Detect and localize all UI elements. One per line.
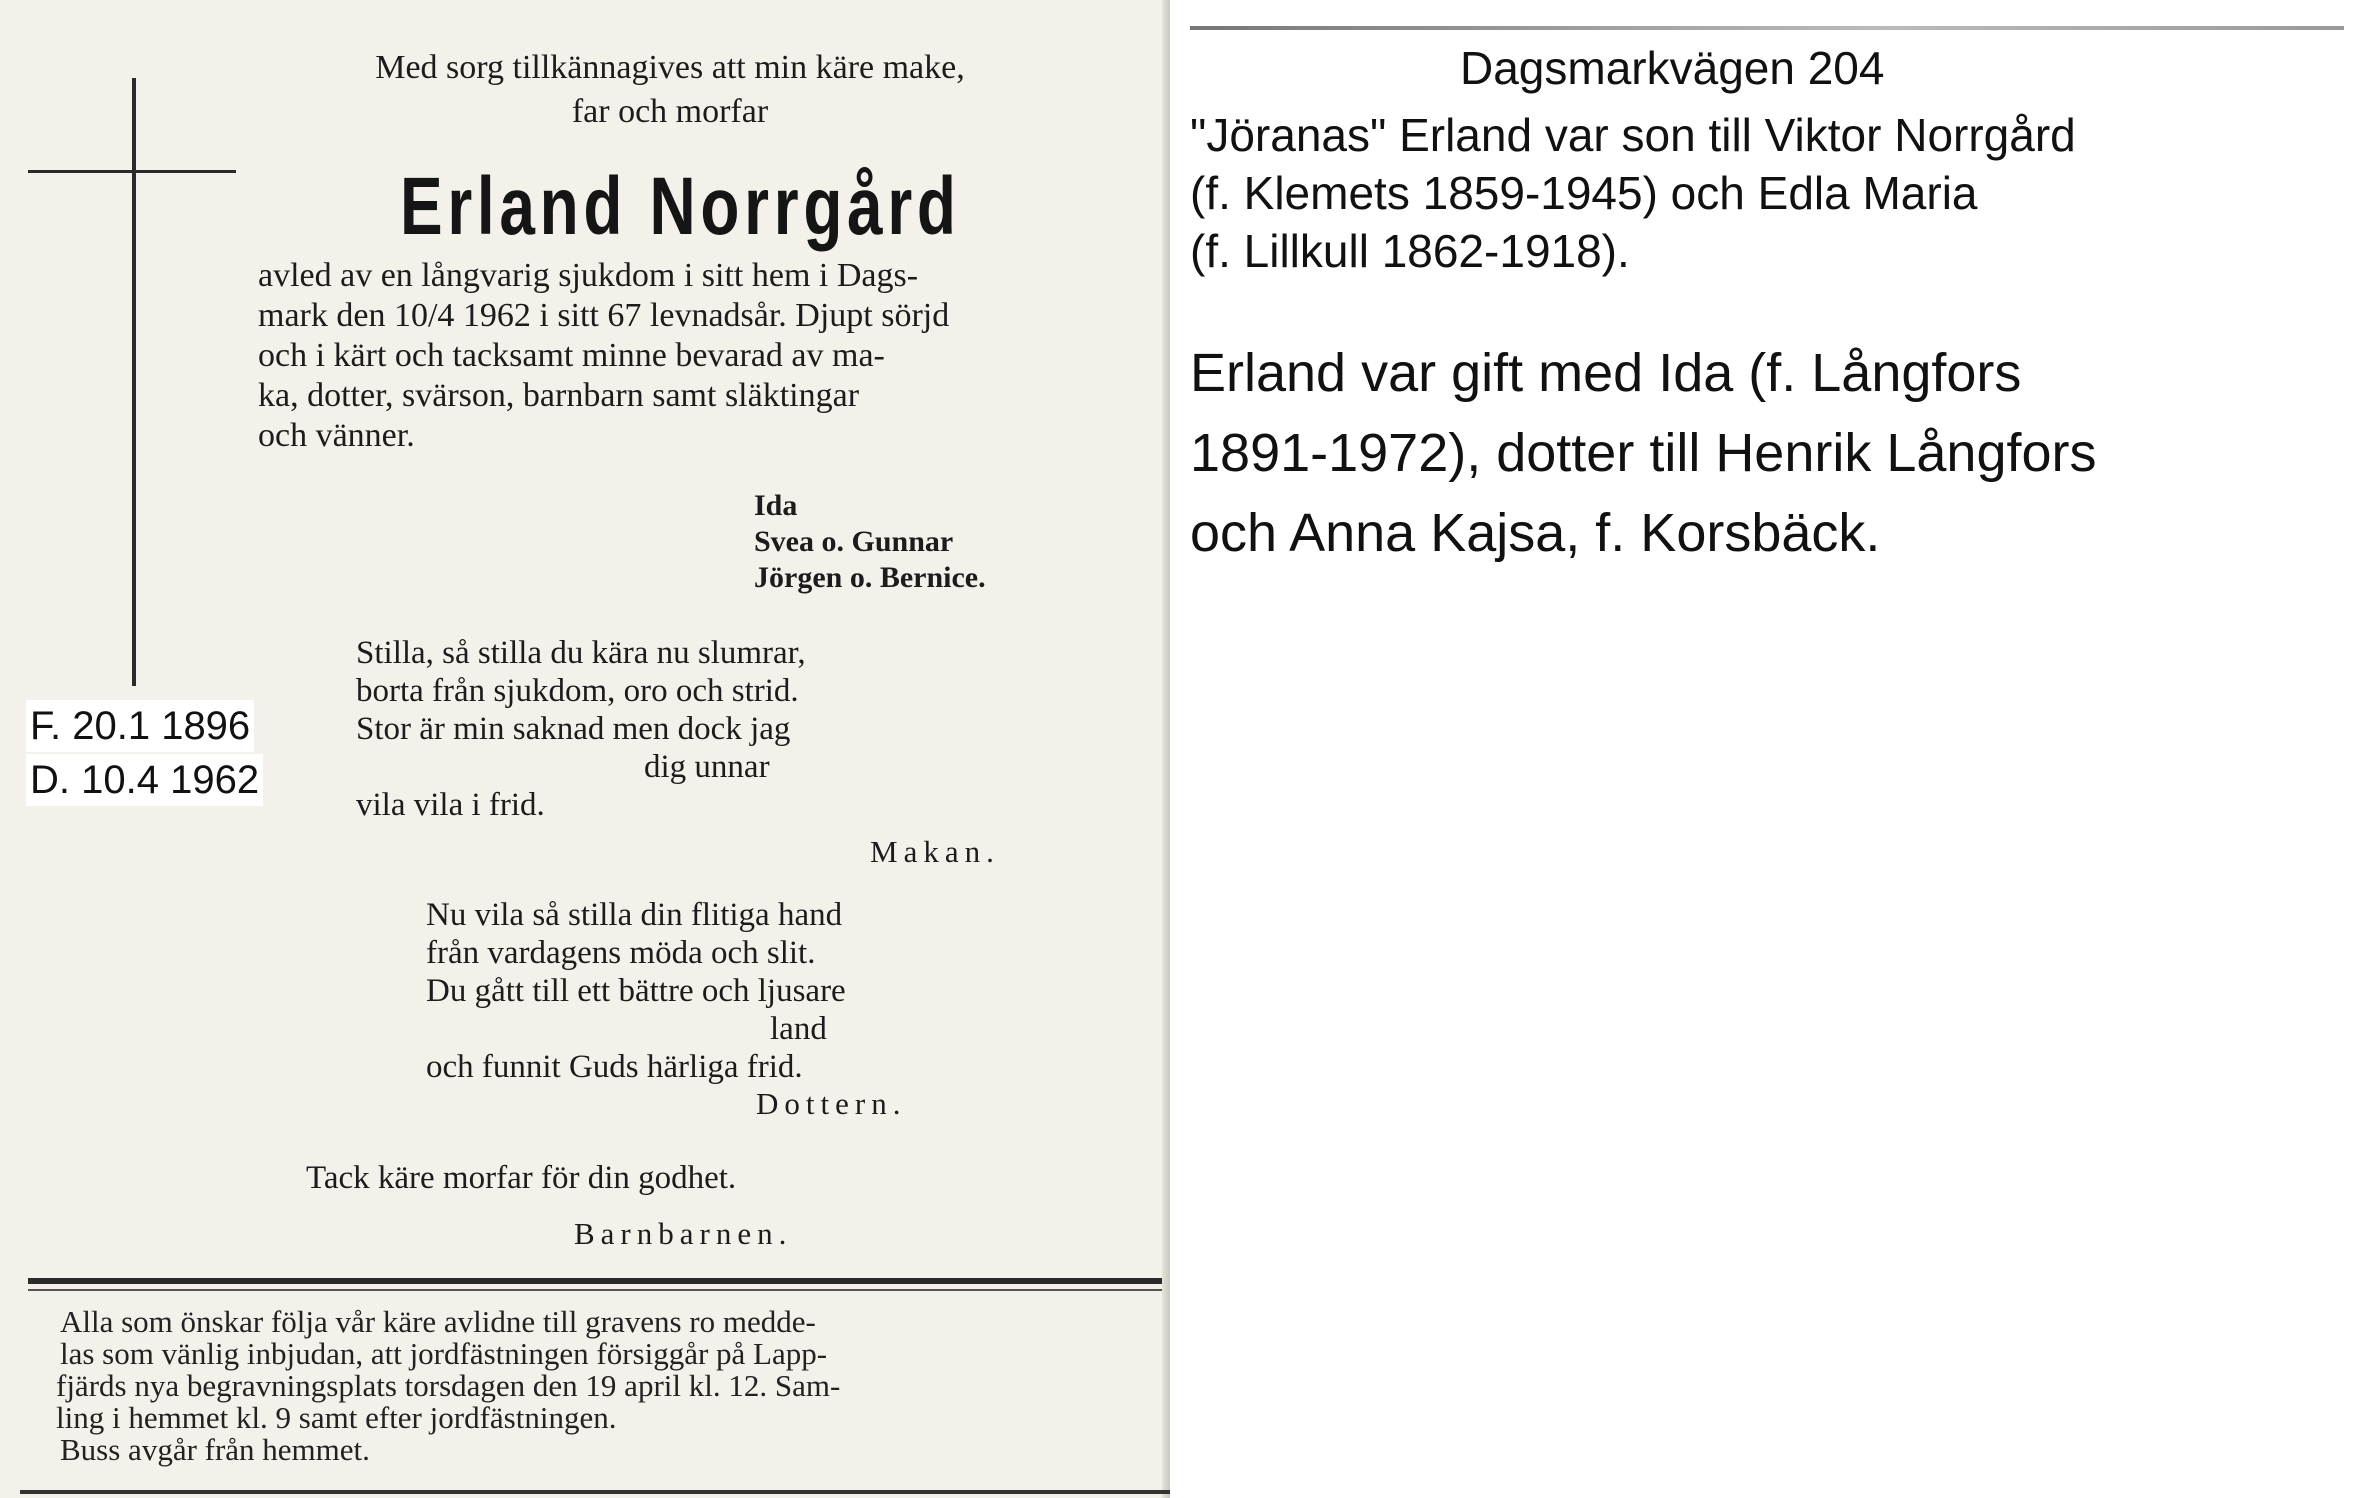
separator-rule-thin [28,1289,1162,1291]
poem2-line-1: Nu vila så stilla din flitiga hand [426,897,843,933]
body-line-1: avled av en långvarig sjukdom i sitt hem i Dags- [258,257,919,294]
notice-line-2: las som vänlig inbjudan, att jordfästningen försiggår på Lapp- [60,1336,828,1371]
spouse-line-2: 1891-1972), dotter till Henrik Långfors [1190,423,2097,483]
closing-signature: Barnbarnen. [574,1216,793,1251]
poem2-line-4: land [770,1011,827,1047]
poem2-line-2: från vardagens möda och slit. [426,935,816,971]
intro-line-1: Med sorg tillkännagives att min käre make, [375,49,965,86]
signer-1: Ida [754,489,798,522]
address-heading: Dagsmarkvägen 204 [1460,42,1885,94]
poem1-line-4: dig unnar [644,749,770,785]
signer-2: Svea o. Gunnar [754,525,954,558]
cross-horizontal-bar [28,170,236,173]
poem1-line-5: vila vila i frid. [356,787,545,823]
notice-line-3: fjärds nya begravningsplats torsdagen den 19 april kl. 12. Sam- [56,1368,841,1403]
clipping-edge [1162,0,1170,1498]
intro-line-2: far och morfar [571,93,769,130]
deceased-name: Erland Norrgård [400,161,961,252]
poem1-line-2: borta från sjukdom, oro och strid. [356,673,799,709]
death-date: D. 10.4 1962 [26,754,263,806]
spouse-line-1: Erland var gift med Ida (f. Långfors [1190,343,2022,403]
body-line-3: och i kärt och tacksamt minne bevarad av ma- [258,337,885,374]
notice-line-1: Alla som önskar följa vår käre avlidne till gravens ro medde- [60,1304,816,1339]
separator-rule [28,1278,1162,1284]
parents-line-1: "Jöranas" Erland var son till Viktor Norrgård [1190,109,2076,161]
scan-top-line [1190,26,2344,30]
body-line-2: mark den 10/4 1962 i sitt 67 levnadsår. Djupt sörjd [258,297,950,334]
closing-line: Tack käre morfar för din godhet. [306,1160,737,1196]
parents-line-2: (f. Klemets 1859-1945) och Edla Maria [1190,167,1978,219]
body-line-4: ka, dotter, svärson, barnbarn samt släktingar [258,377,860,414]
poem2-line-3: Du gått till ett bättre och ljusare [426,973,846,1009]
bottom-edge-rule [20,1490,1170,1494]
poem2-signature: Dottern. [756,1086,907,1121]
spouse-line-3: och Anna Kajsa, f. Korsbäck. [1190,503,1881,563]
poem1-line-1: Stilla, så stilla du kära nu slumrar, [356,635,806,671]
notice-line-5: Buss avgår från hemmet. [60,1432,370,1467]
birth-date: F. 20.1 1896 [26,700,254,752]
obituary-clipping [0,0,1170,1498]
poem2-line-5: och funnit Guds härliga frid. [426,1049,803,1085]
signer-3: Jörgen o. Bernice. [754,561,986,594]
parents-line-3: (f. Lillkull 1862-1918). [1190,225,1630,277]
poem1-signature: Makan. [870,834,1000,869]
poem1-line-3: Stor är min saknad men dock jag [356,711,791,747]
body-line-5: och vänner. [258,417,415,454]
notice-line-4: ling i hemmet kl. 9 samt efter jordfästningen. [56,1400,617,1435]
